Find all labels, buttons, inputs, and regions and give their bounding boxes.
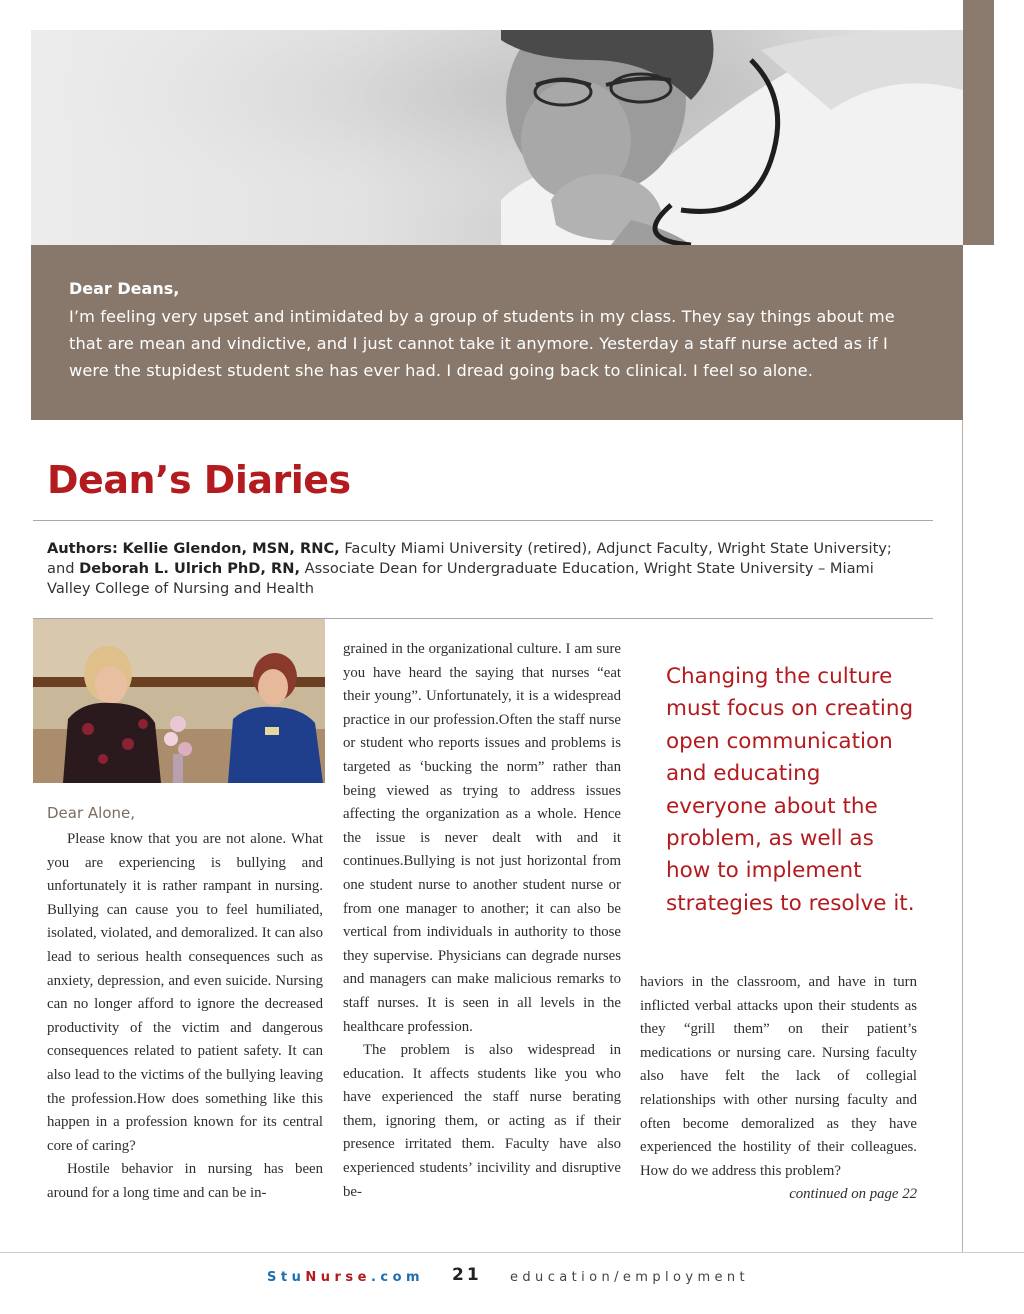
article-column-3 bbox=[640, 971, 917, 1183]
authors-photo bbox=[33, 619, 325, 783]
authors-byline bbox=[47, 539, 917, 599]
column-2-paragraph-2: The problem is also widespread in education. It affects students like you who have experienced the staff nurse berating them, ignoring them, or acting as if their presence irritated them. Faculty have also experienced students’ incivility and disruptive be- bbox=[343, 1042, 621, 1200]
author-2-affiliation: Associate Dean for Undergraduate Education, Wright State University – Miami Valley College of Nursing and Health bbox=[47, 560, 874, 597]
authors-joiner: and bbox=[47, 560, 75, 577]
column-3-paragraph-1: haviors in the classroom, and have in turn inflicted verbal attacks upon their students as they “grill them” on their patient’s medications or nursing care. Nursing faculty also have felt the lack of collegial relationships with other nursing faculty and often become demoralized as they have experienced the hostility of their colleagues. How do we address this problem? bbox=[640, 974, 917, 1179]
title-rule bbox=[33, 520, 933, 521]
letter-body: I’m feeling very upset and intimidated by a group of students in my class. They say things about me that are mean and vindictive, and I just cannot take it anymore. Yesterday a staff nurse acted as if I were the stupidest student she has ever had. I dread going back to clinical. I feel so alone. bbox=[69, 307, 895, 380]
hero-photo bbox=[31, 30, 963, 245]
letter-greeting: Dear Deans, bbox=[69, 279, 180, 298]
pull-quote: Changing the culture must focus on creating open communication and educating everyone about the problem, as well as how to implement strategies to resolve it. bbox=[666, 664, 915, 916]
author-1-affiliation: Faculty Miami University (retired), Adjunct Faculty, Wright State University; bbox=[344, 540, 892, 557]
authors-photo-illustration bbox=[33, 619, 325, 783]
hero-photo-illustration bbox=[31, 30, 963, 245]
authors-label: Authors: bbox=[47, 540, 118, 557]
brand-wordmark bbox=[267, 1270, 424, 1285]
article-column-2 bbox=[343, 638, 621, 1204]
page-footer bbox=[0, 1265, 1024, 1292]
response-salutation: Dear Alone, bbox=[47, 804, 136, 822]
decorative-side-bar bbox=[963, 0, 994, 245]
page-number: 21 bbox=[452, 1265, 482, 1285]
continued-note: continued on page 22 bbox=[789, 1186, 917, 1202]
author-2-name: Deborah L. Ulrich PhD, RN, bbox=[79, 560, 301, 577]
reader-letter-box bbox=[31, 245, 963, 420]
brand-com: .com bbox=[370, 1270, 425, 1285]
article-title: Dean’s Diaries bbox=[47, 458, 351, 502]
brand-stu: Stu bbox=[267, 1270, 306, 1285]
brand-nurse: Nurse bbox=[305, 1270, 371, 1285]
footer-rule bbox=[0, 1252, 1024, 1253]
article-column-1 bbox=[47, 828, 323, 1206]
column-1-paragraph-1: Please know that you are not alone. What you are experiencing is bullying and unfortunately it is rather rampant in nursing. Bullying can cause you to feel humiliated, isolated, violated, and demoralized. It can also lead to serious health consequences such as anxiety, depression, and even suicide. Nursing can no longer afford to ignore the decreased productivity of the victim and dangerous consequences related to patient safety. It can also lead to the victims of the bullying leaving the profession.How does something like this happen in a profession known for its central core of caring? bbox=[47, 831, 323, 1154]
column-1-paragraph-2: Hostile behavior in nursing has been around for a long time and can be in- bbox=[47, 1161, 323, 1201]
section-name: education/employment bbox=[510, 1270, 750, 1285]
author-1-name: Kellie Glendon, MSN, RNC, bbox=[122, 540, 340, 557]
column-2-paragraph-1: grained in the organizational culture. I am sure you have heard the saying that nurses “eat their young”. Unfortunately, it is a widespread practice in our profession.Often the staff nurse or student who reports issues and problems is targeted as ‘bucking the norm” rather than being viewed as trying to address issues affecting the organization as a whole. Hence the issue is never dealt with and it continues.Bullying is not just horizontal from one student nurse to another student nurse or from one manager to another; it can also be vertical from individuals in authority to those they supervise. Physicians can degrade nurses and managers can make malicious remarks to staff nurses. It is seen in all levels in the healthcare profession. bbox=[343, 641, 621, 1035]
